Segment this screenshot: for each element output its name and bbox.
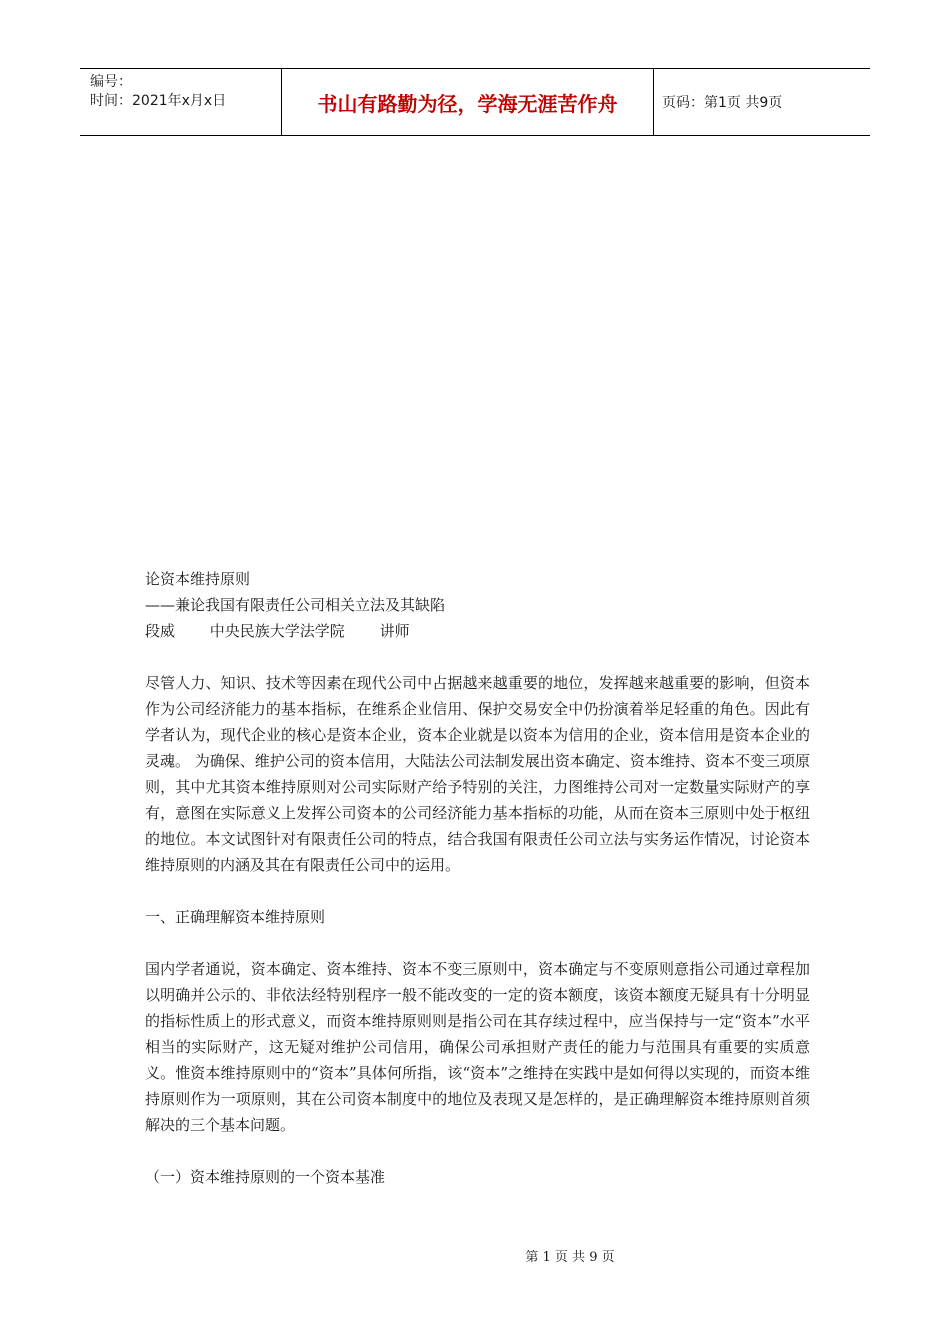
author-name: 段威 [145,622,176,640]
document-number-label: 编号： [90,74,132,90]
header-motto: 书山有路勤为径，学海无涯苦作舟 [282,69,654,135]
article-subtitle: ——兼论我国有限责任公司相关立法及其缺陷 [145,596,446,614]
header-page-info: 页码：第1页 共9页 [662,95,783,111]
author-line [145,618,810,644]
author-position: 讲师 [379,622,410,640]
section-heading: 一、正确理解资本维持原则 [145,908,326,926]
subsection-heading: （一）资本维持原则的一个资本基准 [145,1168,386,1186]
document-time-label: 时间：2021年x月x日 [90,93,227,109]
intro-paragraph: 尽管人力、知识、技术等因素在现代公司中占据越来越重要的地位，发挥越来越重要的影响，但资本作为公司经济能力的基本指标，在维系企业信用、保护交易安全中仍扮演着举足轻重的角色。因此有学者认为，现代企业的核心是资本企业，资本企业就是以资本为信用的企业，资本信用是资本企业的灵魂。 为确保、维护公司的资本信用，大陆法公司法制发展出资本确定、资本维持、资本不变三项原则，其中尤其资本维持原则对公司实际财产给予特别的关注，力图维持公司对一定数量实际财产的享有，意图在实际意义上发挥公司资本的公司经济能力基本指标的功能，从而在资本三原则中处于枢纽的地位。本文试图针对有限责任公司的特点，结合我国有限责任公司立法与实务运作情况，讨论资本维持原则的内涵及其在有限责任公司中的运用。 [145,674,810,874]
article-title: 论资本维持原则 [145,570,251,588]
page-footer: 第 1 页 共 9 页 [525,1250,615,1265]
author-institution: 中央民族大学法学院 [209,622,345,640]
section-paragraph: 国内学者通说，资本确定、资本维持、资本不变三原则中，资本确定与不变原则意指公司通过章程加以明确并公示的、非依法经特别程序一般不能改变的一定的资本额度，该资本额度无疑具有十分明显的指标性质上的形式意义，而资本维持原则则是指公司在其存续过程中，应当保持与一定“资本”水平相当的实际财产，这无疑对维护公司信用，确保公司承担财产责任的能力与范围具有重要的实质意义。惟资本维持原则中的“资本”具体何所指，该“资本”之维持在实践中是如何得以实现的，而资本维持原则作为一项原则，其在公司资本制度中的地位及表现又是怎样的，是正确理解资本维持原则首须解决的三个基本问题。 [145,960,810,1134]
article-body [145,566,810,1190]
header-meta [80,69,282,135]
header-table [80,68,870,136]
